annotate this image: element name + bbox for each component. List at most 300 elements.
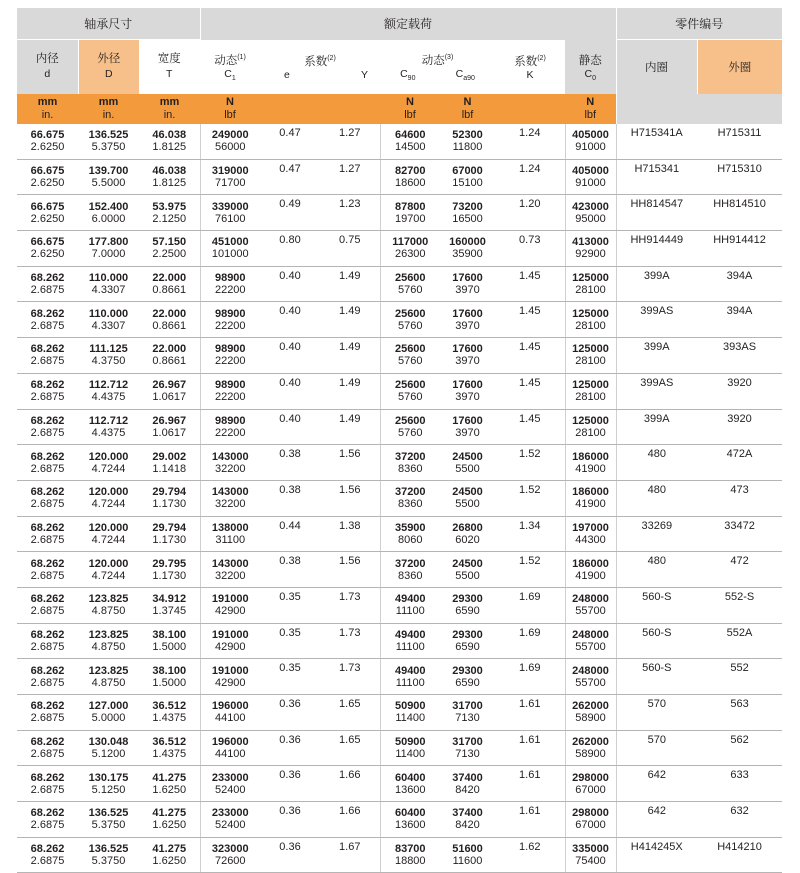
cell-width: 41.275 1.6250: [139, 837, 200, 873]
cell-od: 120.000 4.7244: [78, 552, 139, 588]
cell-c0: 125000 28100: [565, 266, 616, 302]
cell-e: 0.36: [260, 730, 320, 766]
cell-inner-ring: 33269: [616, 516, 697, 552]
cell-bore: 68.262 2.6875: [17, 480, 78, 516]
cell-ca90: 24500 5500: [440, 480, 495, 516]
cell-outer-ring: HH814510: [697, 195, 782, 231]
cell-c0: 248000 55700: [565, 587, 616, 623]
cell-c90: 37200 8360: [380, 445, 440, 481]
dynamic1-note: (1): [237, 53, 246, 61]
cell-inner-ring: H715341: [616, 159, 697, 195]
cell-od: 139.700 5.5000: [78, 159, 139, 195]
cell-y: 1.56: [320, 480, 380, 516]
dynamic3-header: [380, 40, 495, 95]
table-row: [17, 623, 782, 659]
cell-outer-ring: 472: [697, 552, 782, 588]
cell-c0: 125000 28100: [565, 373, 616, 409]
cell-bore: 68.262 2.6875: [17, 623, 78, 659]
cell-outer-ring: 563: [697, 695, 782, 731]
cell-width: 41.275 1.6250: [139, 802, 200, 838]
y-symbol: Y: [360, 68, 368, 81]
cell-y: 1.27: [320, 124, 380, 159]
cell-e: 0.49: [260, 195, 320, 231]
cell-width: 36.512 1.4375: [139, 695, 200, 731]
cell-ca90: 17600 3970: [440, 338, 495, 374]
cell-outer-ring: H715310: [697, 159, 782, 195]
table-row: [17, 159, 782, 195]
cell-c90: 82700 18600: [380, 159, 440, 195]
table-row: [17, 445, 782, 481]
cell-od: 136.525 5.3750: [78, 802, 139, 838]
cell-k: 1.61: [495, 695, 565, 731]
cell-y: 1.38: [320, 516, 380, 552]
cell-c0: 186000 41900: [565, 552, 616, 588]
cell-bore: 66.675 2.6250: [17, 124, 78, 159]
cell-outer-ring: 393AS: [697, 338, 782, 374]
cell-od: 177.800 7.0000: [78, 231, 139, 267]
cell-k: 1.24: [495, 124, 565, 159]
table-row: [17, 338, 782, 374]
cell-c1: 98900 22200: [200, 409, 260, 445]
table-row: [17, 695, 782, 731]
cell-outer-ring: 552-S: [697, 587, 782, 623]
cell-inner-ring: 399AS: [616, 302, 697, 338]
cell-c0: 335000 75400: [565, 837, 616, 873]
cell-inner-ring: 570: [616, 730, 697, 766]
cell-e: 0.47: [260, 124, 320, 159]
cell-c0: 186000 41900: [565, 445, 616, 481]
cell-y: 1.73: [320, 659, 380, 695]
cell-e: 0.38: [260, 480, 320, 516]
cell-ca90: 37400 8420: [440, 766, 495, 802]
cell-ca90: 29300 6590: [440, 659, 495, 695]
cell-c0: 423000 95000: [565, 195, 616, 231]
cell-c90: 50900 11400: [380, 730, 440, 766]
cell-width: 22.000 0.8661: [139, 302, 200, 338]
cell-inner-ring: H715341A: [616, 124, 697, 159]
cell-c0: 186000 41900: [565, 480, 616, 516]
od-label: 外径: [97, 53, 121, 65]
cell-y: 1.49: [320, 266, 380, 302]
cell-od: 112.712 4.4375: [78, 373, 139, 409]
cell-inner-ring: 399A: [616, 338, 697, 374]
cell-c1: 98900 22200: [200, 266, 260, 302]
cell-width: 41.275 1.6250: [139, 766, 200, 802]
cell-od: 110.000 4.3307: [78, 302, 139, 338]
cell-bore: 68.262 2.6875: [17, 766, 78, 802]
cell-outer-ring: 562: [697, 730, 782, 766]
cell-bore: 68.262 2.6875: [17, 837, 78, 873]
cell-od: 130.048 5.1200: [78, 730, 139, 766]
cell-inner-ring: 480: [616, 552, 697, 588]
cell-c90: 25600 5760: [380, 409, 440, 445]
coef2-header: [495, 40, 565, 95]
cell-y: 1.66: [320, 802, 380, 838]
cell-e: 0.47: [260, 159, 320, 195]
table-row: [17, 373, 782, 409]
cell-c90: 117000 26300: [380, 231, 440, 267]
cell-bore: 66.675 2.6250: [17, 159, 78, 195]
cell-od: 112.712 4.4375: [78, 409, 139, 445]
cell-e: 0.40: [260, 266, 320, 302]
cell-bore: 68.262 2.6875: [17, 445, 78, 481]
unit-outer: [697, 94, 782, 124]
cell-c0: 405000 91000: [565, 159, 616, 195]
coef2-label: 系数: [514, 55, 538, 68]
cell-c1: 98900 22200: [200, 373, 260, 409]
dynamic3-note: (3): [444, 53, 454, 61]
od-symbol: D: [104, 68, 113, 80]
cell-c1: 196000 44100: [200, 695, 260, 731]
cell-k: 0.73: [495, 231, 565, 267]
bore-symbol: d: [44, 68, 51, 80]
cell-k: 1.45: [495, 302, 565, 338]
cell-c90: 25600 5760: [380, 266, 440, 302]
table-row: [17, 266, 782, 302]
cell-k: 1.52: [495, 445, 565, 481]
cell-outer-ring: 394A: [697, 302, 782, 338]
units-row: [17, 94, 782, 124]
cell-k: 1.45: [495, 338, 565, 374]
cell-ca90: 17600 3970: [440, 302, 495, 338]
cell-c90: 60400 13600: [380, 802, 440, 838]
cell-outer-ring: 3920: [697, 373, 782, 409]
ca90-symbol: $C_{a90}$: [455, 67, 475, 82]
cell-bore: 68.262 2.6875: [17, 302, 78, 338]
cell-c0: 262000 58900: [565, 730, 616, 766]
cell-y: 1.49: [320, 409, 380, 445]
cell-y: 1.65: [320, 695, 380, 731]
cell-y: 1.65: [320, 730, 380, 766]
cell-c0: 405000 91000: [565, 124, 616, 159]
static-label: 静态: [578, 54, 602, 67]
cell-ca90: 24500 5500: [440, 445, 495, 481]
cell-ca90: 17600 3970: [440, 409, 495, 445]
cell-e: 0.35: [260, 623, 320, 659]
cell-bore: 66.675 2.6250: [17, 195, 78, 231]
table-row: [17, 766, 782, 802]
cell-bore: 68.262 2.6875: [17, 802, 78, 838]
cell-outer-ring: 33472: [697, 516, 782, 552]
cell-c1: 191000 42900: [200, 587, 260, 623]
bore-label: 内径: [35, 53, 59, 65]
cell-ca90: 52300 11800: [440, 124, 495, 159]
cell-od: 120.000 4.7244: [78, 516, 139, 552]
cell-bore: 68.262 2.6875: [17, 373, 78, 409]
cell-c1: 191000 42900: [200, 623, 260, 659]
cell-c1: 143000 32200: [200, 552, 260, 588]
unit-c1: N lbf: [200, 94, 260, 124]
cell-bore: 68.262 2.6875: [17, 266, 78, 302]
cell-inner-ring: 560-S: [616, 659, 697, 695]
od-header: [78, 40, 139, 95]
cell-ca90: 17600 3970: [440, 373, 495, 409]
cell-outer-ring: 552: [697, 659, 782, 695]
cell-e: 0.40: [260, 409, 320, 445]
cell-outer-ring: 394A: [697, 266, 782, 302]
dynamic1-header: [200, 40, 260, 95]
cell-k: 1.69: [495, 659, 565, 695]
unit-k: [495, 94, 565, 124]
cell-c0: 125000 28100: [565, 302, 616, 338]
inner-ring-header: 内圈: [616, 40, 697, 95]
cell-outer-ring: 552A: [697, 623, 782, 659]
cell-ca90: 24500 5500: [440, 552, 495, 588]
cell-c0: 298000 67000: [565, 766, 616, 802]
cell-outer-ring: H715311: [697, 124, 782, 159]
unit-y: [320, 94, 380, 124]
cell-bore: 68.262 2.6875: [17, 338, 78, 374]
cell-c1: 233000 52400: [200, 766, 260, 802]
unit-T: mm in.: [139, 94, 200, 124]
cell-inner-ring: HH914449: [616, 231, 697, 267]
cell-c90: 49400 11100: [380, 659, 440, 695]
cell-c0: 125000 28100: [565, 338, 616, 374]
cell-width: 29.794 1.1730: [139, 480, 200, 516]
cell-inner-ring: 642: [616, 766, 697, 802]
cell-inner-ring: 399AS: [616, 373, 697, 409]
cell-ca90: 160000 35900: [440, 231, 495, 267]
cell-od: 120.000 4.7244: [78, 480, 139, 516]
cell-od: 123.825 4.8750: [78, 659, 139, 695]
cell-k: 1.62: [495, 837, 565, 873]
cell-inner-ring: 560-S: [616, 587, 697, 623]
cell-c1: 143000 32200: [200, 480, 260, 516]
cell-c90: 25600 5760: [380, 338, 440, 374]
cell-c0: 125000 28100: [565, 409, 616, 445]
cell-c0: 248000 55700: [565, 659, 616, 695]
cell-e: 0.80: [260, 231, 320, 267]
table-row: [17, 124, 782, 159]
coef2-note: (2): [537, 54, 546, 62]
cell-ca90: 31700 7130: [440, 730, 495, 766]
cell-width: 38.100 1.5000: [139, 659, 200, 695]
table-row: [17, 480, 782, 516]
table-row: [17, 730, 782, 766]
cell-k: 1.24: [495, 159, 565, 195]
cell-k: 1.61: [495, 802, 565, 838]
cell-od: 110.000 4.3307: [78, 266, 139, 302]
cell-y: 1.56: [320, 445, 380, 481]
cell-bore: 68.262 2.6875: [17, 659, 78, 695]
cell-inner-ring: H414245X: [616, 837, 697, 873]
cell-e: 0.35: [260, 587, 320, 623]
cell-c90: 64600 14500: [380, 124, 440, 159]
cell-y: 1.49: [320, 373, 380, 409]
cell-e: 0.40: [260, 302, 320, 338]
cell-c90: 49400 11100: [380, 587, 440, 623]
cell-c0: 262000 58900: [565, 695, 616, 731]
cell-inner-ring: HH814547: [616, 195, 697, 231]
cell-od: 136.525 5.3750: [78, 124, 139, 159]
cell-ca90: 29300 6590: [440, 623, 495, 659]
cell-od: 120.000 4.7244: [78, 445, 139, 481]
cell-inner-ring: 480: [616, 480, 697, 516]
bearing-table: [17, 8, 782, 873]
cell-outer-ring: 633: [697, 766, 782, 802]
table-row: [17, 409, 782, 445]
cell-width: 36.512 1.4375: [139, 730, 200, 766]
cell-ca90: 67000 15100: [440, 159, 495, 195]
cell-e: 0.38: [260, 445, 320, 481]
dynamic1-label: 动态: [214, 54, 238, 67]
width-symbol: T: [166, 68, 173, 80]
cell-width: 29.794 1.1730: [139, 516, 200, 552]
table-row: [17, 302, 782, 338]
cell-k: 1.34: [495, 516, 565, 552]
cell-e: 0.40: [260, 373, 320, 409]
cell-e: 0.36: [260, 766, 320, 802]
cell-bore: 68.262 2.6875: [17, 516, 78, 552]
table-row: [17, 552, 782, 588]
outer-ring-header: 外圈: [697, 40, 782, 95]
table-row: [17, 837, 782, 873]
cell-c1: 451000 101000: [200, 231, 260, 267]
cell-width: 29.795 1.1730: [139, 552, 200, 588]
cell-inner-ring: 560-S: [616, 623, 697, 659]
cell-ca90: 29300 6590: [440, 587, 495, 623]
cell-outer-ring: HH914412: [697, 231, 782, 267]
cell-c1: 339000 76100: [200, 195, 260, 231]
cell-ca90: 26800 6020: [440, 516, 495, 552]
c90-symbol: $C_{90}$: [400, 67, 416, 82]
cell-c1: 138000 31100: [200, 516, 260, 552]
cell-ca90: 51600 11600: [440, 837, 495, 873]
table-row: [17, 231, 782, 267]
cell-bore: 68.262 2.6875: [17, 695, 78, 731]
cell-width: 46.038 1.8125: [139, 124, 200, 159]
cell-width: 22.000 0.8661: [139, 266, 200, 302]
cell-c90: 83700 18800: [380, 837, 440, 873]
cell-c1: 323000 72600: [200, 837, 260, 873]
cell-od: 130.175 5.1250: [78, 766, 139, 802]
cell-width: 26.967 1.0617: [139, 409, 200, 445]
unit-ca90: N lbf: [440, 94, 495, 124]
cell-c1: 319000 71700: [200, 159, 260, 195]
cell-c90: 25600 5760: [380, 302, 440, 338]
cell-width: 29.002 1.1418: [139, 445, 200, 481]
cell-k: 1.61: [495, 730, 565, 766]
cell-inner-ring: 480: [616, 445, 697, 481]
cell-c1: 98900 22200: [200, 302, 260, 338]
cell-c0: 298000 67000: [565, 802, 616, 838]
unit-e: [260, 94, 320, 124]
unit-D: mm in.: [78, 94, 139, 124]
cell-c1: 249000 56000: [200, 124, 260, 159]
table-body: [17, 124, 782, 873]
cell-inner-ring: 399A: [616, 266, 697, 302]
cell-bore: 68.262 2.6875: [17, 409, 78, 445]
cell-outer-ring: 632: [697, 802, 782, 838]
cell-width: 38.100 1.5000: [139, 623, 200, 659]
cell-od: 127.000 5.0000: [78, 695, 139, 731]
cell-ca90: 31700 7130: [440, 695, 495, 731]
cell-k: 1.61: [495, 766, 565, 802]
c0-symbol: $C_0$: [584, 67, 596, 82]
cell-c1: 98900 22200: [200, 338, 260, 374]
cell-outer-ring: 472A: [697, 445, 782, 481]
cell-inner-ring: 570: [616, 695, 697, 731]
cell-c0: 413000 92900: [565, 231, 616, 267]
cell-y: 1.66: [320, 766, 380, 802]
cell-c1: 233000 52400: [200, 802, 260, 838]
cell-bore: 68.262 2.6875: [17, 730, 78, 766]
width-header: [139, 40, 200, 95]
cell-od: 123.825 4.8750: [78, 623, 139, 659]
unit-d: mm in.: [17, 94, 78, 124]
cell-c90: 50900 11400: [380, 695, 440, 731]
cell-k: 1.52: [495, 552, 565, 588]
cell-width: 46.038 1.8125: [139, 159, 200, 195]
cell-k: 1.45: [495, 409, 565, 445]
table-row: [17, 802, 782, 838]
cell-c90: 49400 11100: [380, 623, 440, 659]
load-rating-header: 额定载荷: [200, 8, 616, 40]
cell-k: 1.69: [495, 587, 565, 623]
part-number-header: 零件编号: [616, 8, 782, 40]
cell-y: 1.49: [320, 338, 380, 374]
cell-ca90: 37400 8420: [440, 802, 495, 838]
cell-e: 0.36: [260, 802, 320, 838]
table-row: [17, 516, 782, 552]
cell-y: 1.73: [320, 587, 380, 623]
cell-k: 1.20: [495, 195, 565, 231]
cell-c1: 196000 44100: [200, 730, 260, 766]
cell-bore: 68.262 2.6875: [17, 587, 78, 623]
cell-od: 123.825 4.8750: [78, 587, 139, 623]
cell-c90: 60400 13600: [380, 766, 440, 802]
cell-od: 136.525 5.3750: [78, 837, 139, 873]
coef1-header: [260, 40, 380, 95]
cell-c90: 37200 8360: [380, 480, 440, 516]
cell-c90: 87800 19700: [380, 195, 440, 231]
cell-width: 57.150 2.2500: [139, 231, 200, 267]
e-symbol: e: [284, 68, 290, 81]
cell-width: 22.000 0.8661: [139, 338, 200, 374]
cell-e: 0.38: [260, 552, 320, 588]
cell-ca90: 17600 3970: [440, 266, 495, 302]
cell-k: 1.45: [495, 373, 565, 409]
cell-bore: 68.262 2.6875: [17, 552, 78, 588]
cell-c0: 197000 44300: [565, 516, 616, 552]
cell-k: 1.45: [495, 266, 565, 302]
cell-width: 53.975 2.1250: [139, 195, 200, 231]
coef1-note: (2): [327, 54, 336, 62]
dynamic3-label: 动态: [421, 54, 445, 67]
cell-y: 1.49: [320, 302, 380, 338]
c1-symbol: $C_1$: [224, 67, 236, 82]
cell-outer-ring: 473: [697, 480, 782, 516]
cell-e: 0.36: [260, 837, 320, 873]
cell-y: 0.75: [320, 231, 380, 267]
table-row: [17, 659, 782, 695]
width-label: 宽度: [157, 53, 181, 65]
static-header: [565, 40, 616, 95]
cell-y: 1.67: [320, 837, 380, 873]
cell-y: 1.56: [320, 552, 380, 588]
cell-c1: 143000 32200: [200, 445, 260, 481]
cell-width: 26.967 1.0617: [139, 373, 200, 409]
cell-outer-ring: H414210: [697, 837, 782, 873]
cell-outer-ring: 3920: [697, 409, 782, 445]
unit-inner: [616, 94, 697, 124]
table-row: [17, 587, 782, 623]
cell-c90: 37200 8360: [380, 552, 440, 588]
k-symbol: K: [526, 68, 534, 81]
table-row: [17, 195, 782, 231]
cell-c0: 248000 55700: [565, 623, 616, 659]
unit-c0: N lbf: [565, 94, 616, 124]
